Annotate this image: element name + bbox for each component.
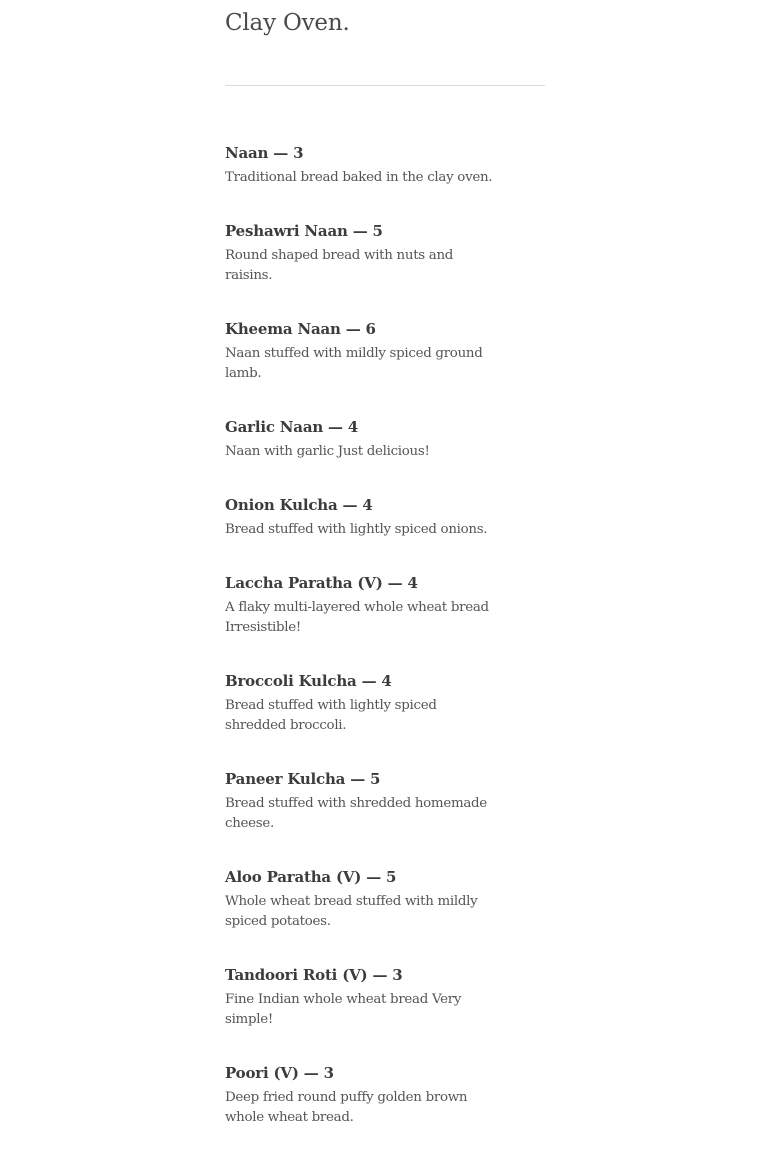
menu-item-description: A flaky multi-layered whole wheat bread Irresistible! — [225, 600, 489, 635]
menu-list — [225, 142, 545, 1160]
menu-item-title: Aloo Paratha (V) — 5 — [225, 868, 397, 886]
menu-item-description: Whole wheat bread stuffed with mildly spiced potatoes. — [225, 894, 478, 929]
menu-item-description: Fine Indian whole wheat bread Very simple! — [225, 992, 462, 1027]
section-divider — [225, 85, 545, 86]
menu-item-description: Round shaped bread with nuts and raisins. — [225, 248, 454, 283]
menu-item-description: Deep fried round puffy golden brown whole wheat bread. — [225, 1090, 468, 1125]
menu-item — [225, 964, 545, 1030]
menu-item-description: Traditional bread baked in the clay oven. — [225, 170, 493, 185]
menu-item — [225, 866, 545, 932]
menu-item — [225, 1062, 545, 1128]
menu-item-description: Bread stuffed with lightly spiced onions. — [225, 522, 488, 537]
menu-item — [225, 670, 545, 736]
menu-item-title: Onion Kulcha — 4 — [225, 496, 373, 514]
menu-item-title: Broccoli Kulcha — 4 — [225, 672, 392, 690]
menu-item — [225, 318, 545, 384]
menu-item-description: Naan with garlic Just delicious! — [225, 444, 430, 459]
menu-page — [225, 0, 545, 1125]
menu-item — [225, 572, 545, 638]
menu-item-title: Peshawri Naan — 5 — [225, 222, 383, 240]
menu-item-title: Poori (V) — 3 — [225, 1064, 334, 1082]
menu-item-title: Kheema Naan — 6 — [225, 320, 376, 338]
menu-item — [225, 142, 545, 188]
menu-item — [225, 768, 545, 834]
menu-item — [225, 494, 545, 540]
menu-item-title: Garlic Naan — 4 — [225, 418, 359, 436]
section-heading: Clay Oven. — [225, 10, 350, 36]
menu-item — [225, 416, 545, 462]
menu-item-title: Naan — 3 — [225, 144, 304, 162]
menu-item-title: Paneer Kulcha — 5 — [225, 770, 381, 788]
menu-item-title: Laccha Paratha (V) — 4 — [225, 574, 418, 592]
menu-item-description: Bread stuffed with shredded homemade cheese. — [225, 796, 487, 831]
menu-item-description: Naan stuffed with mildly spiced ground lamb. — [225, 346, 483, 381]
menu-item — [225, 220, 545, 286]
menu-item-title: Tandoori Roti (V) — 3 — [225, 966, 403, 984]
menu-item-description: Bread stuffed with lightly spiced shredded broccoli. — [225, 698, 437, 733]
